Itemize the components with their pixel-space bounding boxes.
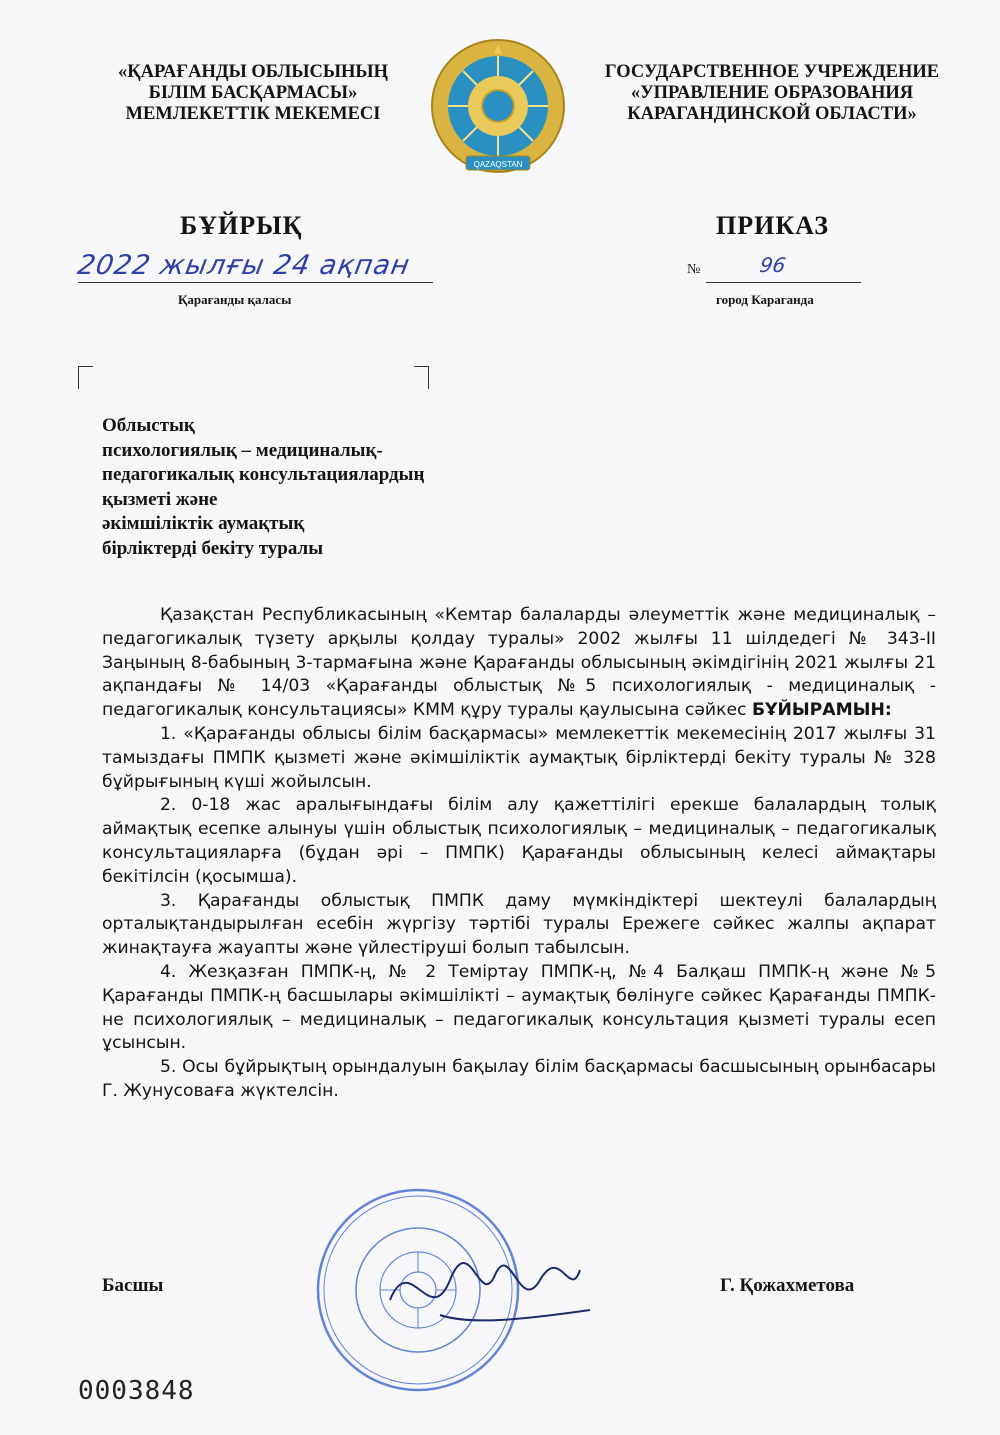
body-item: 5. Осы бұйрықтың орындалуын бақылау білім басқармасы басшысының орынбасары Г. Жунусоваға жүктелсін. bbox=[102, 1057, 936, 1101]
order-subject bbox=[102, 414, 562, 561]
city-kz: Қарағанды қаласы bbox=[178, 292, 292, 307]
header-ru-line: ГОСУДАРСТВЕННОЕ УЧРЕЖДЕНИЕ bbox=[604, 62, 940, 82]
body-item: 1. «Қарағанды облысы білім басқармасы» мемлекеттік мекемесінің 2017 жылғы 31 тамыздағы ПМПК қызметі және әкімшіліктік аумақтық бірліктерді бекіту туралы № 328 бұйрығының күші жойылсын. bbox=[102, 723, 936, 792]
subject-line: Облыстық bbox=[102, 415, 195, 436]
header-kz-line: МЕМЛЕКЕТТІК МЕКЕМЕСІ bbox=[125, 104, 381, 124]
number-underline bbox=[706, 282, 861, 283]
order-body bbox=[102, 604, 936, 1104]
header-kz-line: «ҚАРАҒАНДЫ ОБЛЫСЫНЫҢ bbox=[118, 62, 388, 82]
date-underline bbox=[78, 282, 433, 283]
signatory-name: Г. Қожахметова bbox=[720, 1275, 855, 1296]
title-ru: ПРИКАЗ bbox=[716, 211, 830, 240]
title-kz: БҰЙРЫҚ bbox=[180, 211, 303, 240]
header-ru-line: «УПРАВЛЕНИЕ ОБРАЗОВАНИЯ bbox=[630, 83, 914, 103]
header-kz-org bbox=[98, 62, 408, 125]
body-item: 3. Қарағанды облыстық ПМПК даму мүмкіндіктері шектеулі балалардың орталықтандырылған есебін жүргізу тәртібі туралы Ережеге сәйкес жалпы ақпарат жинақтауға жауапты және үйлестіруші болып табылсын. bbox=[102, 890, 936, 959]
subject-line: қызметі және bbox=[102, 488, 218, 510]
header-ru-line: КАРАГАНДИНСКОЙ ОБЛАСТИ» bbox=[627, 104, 917, 124]
subject-line: бірліктерді бекіту туралы bbox=[102, 537, 324, 559]
intro-command: БҰЙЫРАМЫН: bbox=[751, 700, 892, 721]
body-item: 4. Жезқазған ПМПК-ң, № 2 Теміртау ПМПК-ң, №4 Балқаш ПМПК-ң және №5 Қарағанды ПМПК-ң басшылары әкімшілікті – аумақтық бөлінуге сәйкес Қарағанды ПМПК-не психологиялық – медициналық – педагогикалық консультация қызметі туралы есеп ұсынсын. bbox=[102, 961, 936, 1054]
city-ru: город Караганда bbox=[716, 292, 814, 307]
header-ru-org bbox=[592, 62, 952, 125]
subject-line: педагогикалық консультациялардың bbox=[102, 464, 425, 485]
signatory-title: Басшы bbox=[102, 1275, 164, 1296]
body-intro bbox=[102, 604, 936, 723]
state-emblem-icon bbox=[428, 36, 568, 182]
number-label: № bbox=[687, 262, 701, 277]
intro-text: Қазақстан Республикасының «Кемтар балаларды әлеуметтік және медициналық – педагогикалық түзету арқылы қолдау туралы» 2002 жылғы 11 шілдедегі № 343-II Заңының 8-бабының 3-тармағына және Қарағанды облысының әкімдігінің 2021 жылғы 21 ақпандағы № 14/03 «Қарағанды облыстық №5 психологиялық - медициналық - педагогикалық консультациясы» КММ құру туралы қаулысына сәйкес bbox=[102, 605, 936, 721]
subject-line: әкімшіліктік аумақтық bbox=[102, 513, 305, 534]
body-item: 2. 0-18 жас аралығындағы білім алу қажеттілігі ерекше балалардың толық аймақтық есепке алынуы үшін облыстық психологиялық – медициналық – педагогикалық консультацияларға (бұдан әрі – ПМПК) Қарағанды облысының келесі аймақтары бекітілсін (қосымша). bbox=[102, 795, 936, 887]
serial-number: 0003848 bbox=[78, 1376, 195, 1406]
handwritten-date: 2022 жылғы 24 ақпан bbox=[75, 250, 413, 281]
handwritten-number: 96 bbox=[757, 253, 788, 277]
emblem-text: QAZAQSTAN bbox=[473, 160, 523, 169]
handwritten-signature-icon bbox=[380, 1240, 600, 1340]
corner-bracket-right bbox=[414, 366, 429, 389]
subject-line: психологиялық – медициналық- bbox=[102, 439, 383, 461]
corner-bracket-left bbox=[78, 366, 93, 389]
header-kz-line: БІЛІМ БАСҚАРМАСЫ» bbox=[148, 83, 358, 103]
